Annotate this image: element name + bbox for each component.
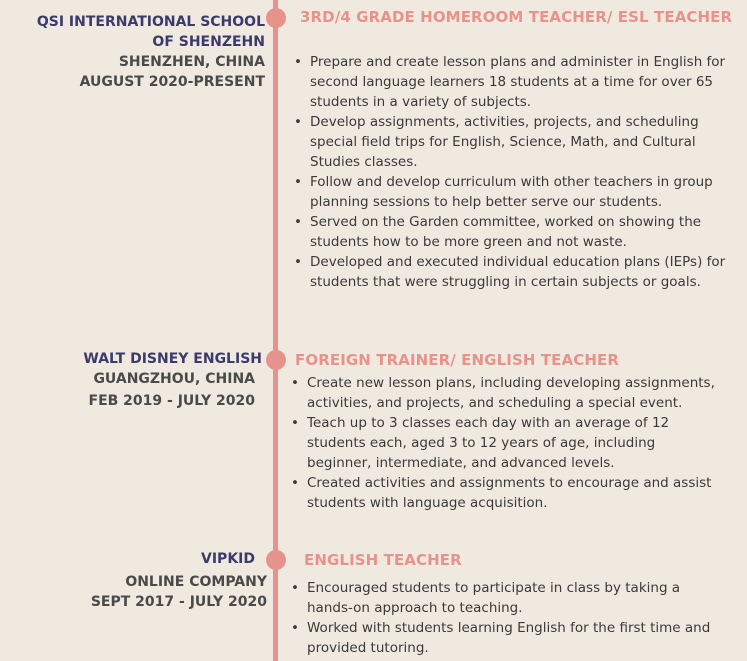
employer-name: VIPKID xyxy=(201,551,255,567)
timeline-marker xyxy=(266,8,286,28)
duty-item: • Encouraged students to participate in class by taking a hands-on approach to teaching. xyxy=(286,578,726,618)
employment-dates: AUGUST 2020-PRESENT xyxy=(79,74,265,90)
employer-location: ONLINE COMPANY xyxy=(125,574,267,590)
duties-list xyxy=(286,578,726,658)
employer-name-line-1: QSI INTERNATIONAL SCHOOL xyxy=(36,14,265,30)
duty-item: • Follow and develop curriculum with other teachers in group planning sessions to help better serve our students. xyxy=(289,172,729,212)
job-title: 3RD/4 GRADE HOMEROOM TEACHER/ ESL TEACHER xyxy=(300,8,733,26)
employment-dates: FEB 2019 - JULY 2020 xyxy=(88,393,255,409)
timeline-marker xyxy=(266,350,286,370)
entry-employer-block xyxy=(83,349,262,369)
duty-item: • Worked with students learning English for the first time and provided tutoring. xyxy=(286,618,726,658)
duty-item: • Create new lesson plans, including developing assignments, activities, and projects, and scheduling a special event. xyxy=(286,373,716,413)
duty-item: • Developed and executed individual education plans (IEPs) for students that were struggling in certain subjects or goals. xyxy=(289,252,729,292)
employer-name: WALT DISNEY ENGLISH xyxy=(83,351,262,367)
employment-dates: SEPT 2017 - JULY 2020 xyxy=(90,594,267,610)
duty-item: • Teach up to 3 classes each day with an average of 12 students each, aged 3 to 12 years of age, including beginner, intermediate, and advanced levels. xyxy=(286,413,716,473)
entry-employer-block xyxy=(201,549,255,569)
duty-item: • Develop assignments, activities, projects, and scheduling special field trips for English, Science, Math, and Cultural Studies classes. xyxy=(289,112,729,172)
employer-location: GUANGZHOU, CHINA xyxy=(93,371,255,387)
employer-location: SHENZHEN, CHINA xyxy=(118,54,265,70)
job-title: ENGLISH TEACHER xyxy=(304,551,462,569)
duties-list xyxy=(286,373,716,513)
duty-item: • Served on the Garden committee, worked on showing the students how to be more green and not waste. xyxy=(289,212,729,252)
job-title: FOREIGN TRAINER/ ENGLISH TEACHER xyxy=(295,351,619,369)
duties-list xyxy=(289,52,729,292)
duty-item: • Prepare and create lesson plans and administer in English for second language learners 18 students at a time for over 65 students in a variety of subjects. xyxy=(289,52,729,112)
entry-details-block xyxy=(89,369,256,411)
entry-employer-block xyxy=(37,12,265,92)
entry-details-block xyxy=(91,572,267,612)
timeline-marker xyxy=(266,550,286,570)
employer-name-line-2: OF SHENZEHN xyxy=(152,34,265,50)
duty-item: • Created activities and assignments to encourage and assist students with language acquisition. xyxy=(286,473,716,513)
